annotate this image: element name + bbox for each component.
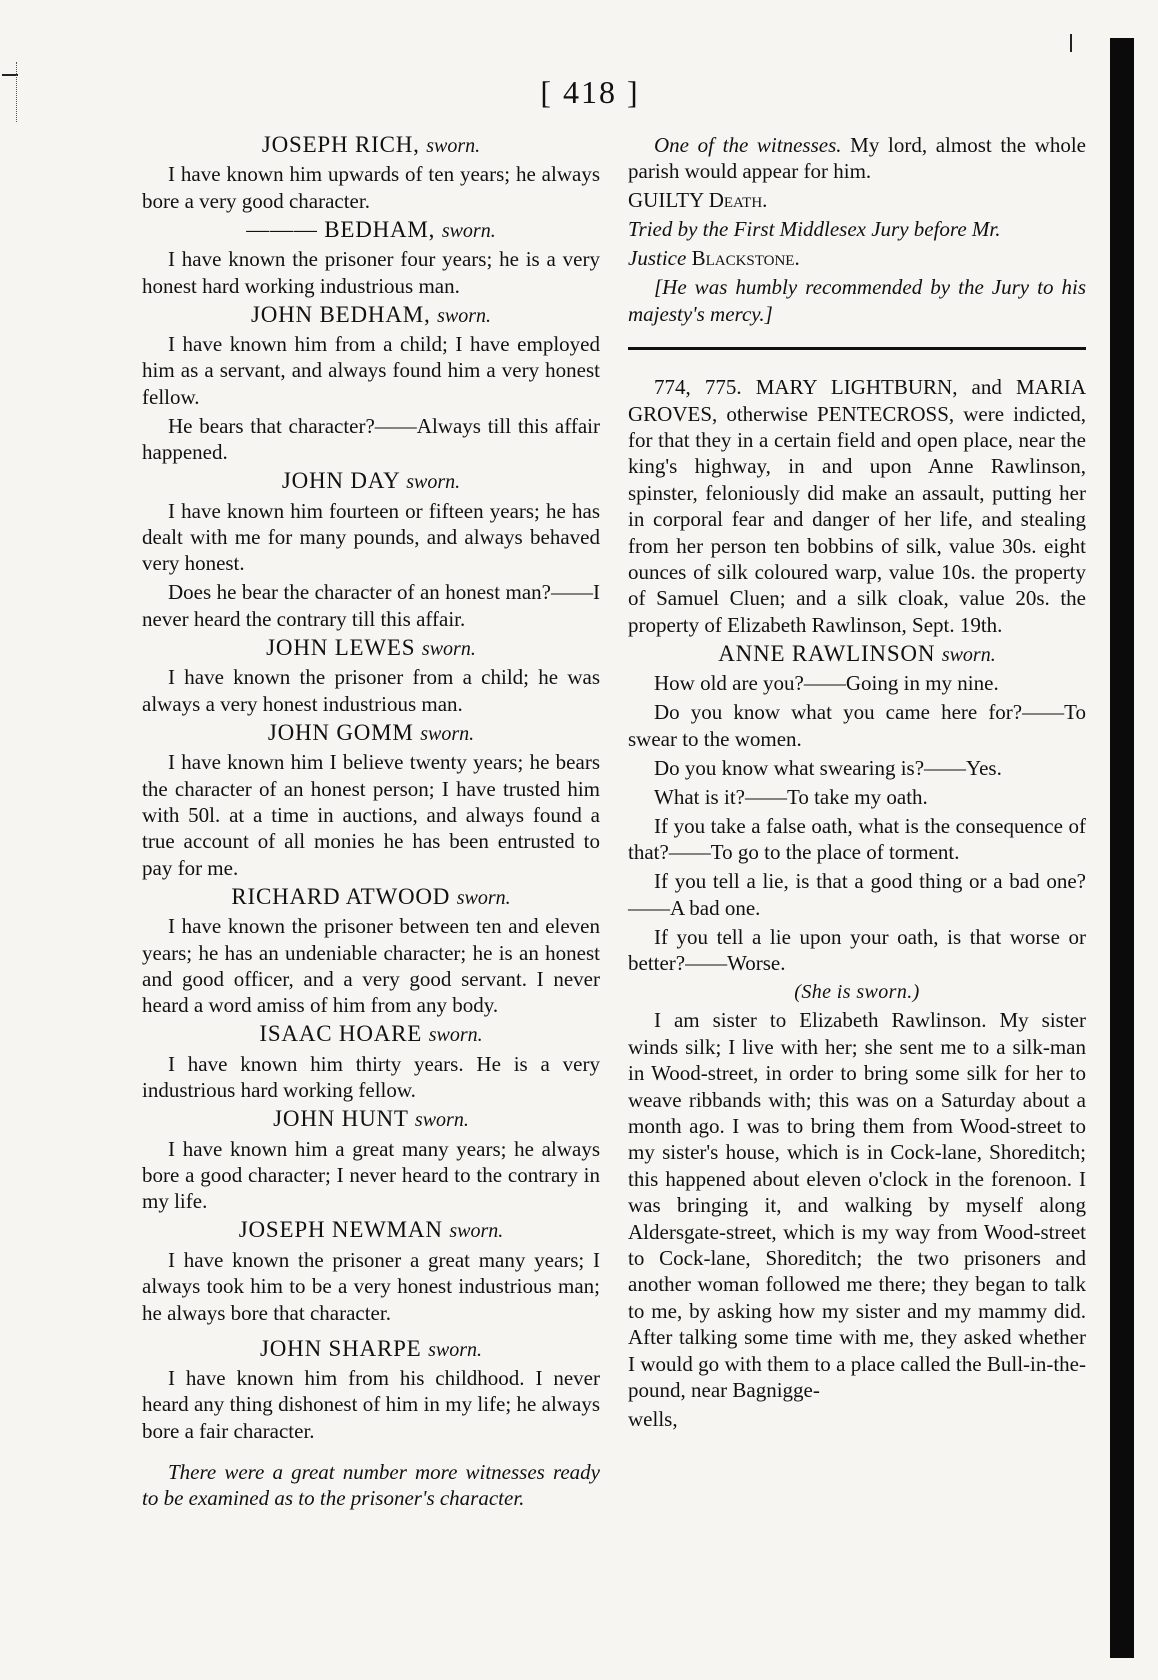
testimony-paragraph: I have known the prisoner four years; he is a very honest hard working industrious man. [142,247,600,298]
question-answer: Does he bear the character of an honest man?——I never heard the contrary till this affair. [142,580,600,631]
tried-by-line: Tried by the First Middlesex Jury before Mr. [628,217,1001,242]
section-divider [628,347,1086,350]
testimony-paragraph: I have known him upwards of ten years; he always bore a very good character. [142,162,600,213]
margin-mark [2,62,18,124]
testimony-paragraph: I have known him from a child; I have employed him as a servant, and always found him a very honest fellow. [142,332,600,409]
testimony-paragraph: I am sister to Elizabeth Rawlinson. My sister winds silk; I live with her; she sent me to a silk-man in Wood-street, in order to bring some silk for her to weave ribbands with; this was on a Saturday about a month ago. I was to bring them from Wood-street to my sister's house, which is in Cock-lane, Shoreditch; this happened about eleven o'clock in the forenoon. I was bringing it, and walking by myself along Aldersgate-street, which is my way from Wood-street to Cock-lane, Shoreditch; the two prisoners and another woman followed me there; they began to talk to me, by asking how my sister and my mammy did. After talking some time with me, they asked whether I would go with them to a place called the Bull-in-the-pound, near Bagnigge- [628,1008,1086,1402]
testimony-paragraph: I have known him I believe twenty years; he bears the character of an honest person; I have trusted him with 50l. at a time in auctions, and always found a true account of all monies he has been entrusted to pay for me. [142,750,600,880]
witness-heading: ANNE RAWLINSON sworn. [718,640,996,666]
witness-heading: JOHN HUNT sworn. [273,1106,469,1132]
testimony-paragraph: I have known him from his childhood. I never heard any thing dishonest of him in my life; he always bore a fair character. [142,1366,600,1443]
question-answer: If you tell a lie, is that a good thing or a bad one?——A bad one. [628,869,1086,920]
witness-heading: JOHN BEDHAM, sworn. [250,301,492,327]
catchword: wells, [628,1407,678,1431]
witness-statement: One of the witnesses. My lord, almost the whole parish would appear for him. [628,133,1086,184]
witness-heading: ISAAC HOARE sworn. [259,1021,483,1047]
verdict: GUILTY Death. [628,188,768,213]
testimony-paragraph: I have known him thirty years. He is a very industrious hard working fellow. [142,1051,600,1103]
testimony-paragraph: I have known him fourteen or fifteen years; he has dealt with me for many pounds, and always behaved very honest. [142,498,600,576]
corner-mark [1070,34,1072,52]
closing-note: There were a great number more witnesses ready to be examined as to the prisoner's character. [142,1459,600,1511]
witness-heading: JOHN SHARPE sworn. [260,1335,482,1361]
witness-heading: JOHN GOMM sworn. [267,719,475,745]
left-column [142,132,600,1514]
right-column [628,132,1086,1435]
witness-heading: JOHN DAY sworn. [281,468,461,494]
witness-heading: JOSEPH NEWMAN sworn. [238,1217,504,1243]
question-answer: Do you know what you came here for?——To swear to the women. [628,700,1086,751]
witness-heading: JOSEPH RICH, sworn. [261,132,481,157]
testimony-paragraph: I have known the prisoner a great many years; I always took him to be a very honest industrious man; he always bore that character. [142,1247,600,1325]
witness-heading: JOHN LEWES sworn. [266,634,476,660]
question-answer: If you take a false oath, what is the consequence of that?——To go to the place of torment. [628,813,1086,865]
tried-by-justice: Justice Blackstone. [628,246,800,271]
testimony-paragraph: I have known him a great many years; he always bore a good character; I never heard to the contrary in my life. [142,1136,600,1214]
question-answer: If you tell a lie upon your oath, is that worse or better?——Worse. [628,924,1086,975]
question-answer: How old are you?——Going in my nine. [654,671,999,696]
page-edge-shadow [1110,38,1134,1658]
witness-heading: RICHARD ATWOOD sworn. [231,883,511,909]
question-answer: What is it?——To take my oath. [654,784,928,809]
page-number: [ 418 ] [540,74,640,110]
indictment-paragraph: 774, 775. MARY LIGHTBURN, and MARIA GROVES, otherwise PENTECROSS, were indicted, for that they in a certain field and open place, near the king's highway, in and upon Anne Rawlinson, spinster, feloniously did make an assault, putting her in corporal fear and danger of her life, and stealing from her person ten bobbins of silk, value 30s. eight ounces of silk coloured warp, value 10s. the property of Samuel Cluen; and a silk cloak, value 20s. the property of Elizabeth Rawlinson, Sept. 19th. [628,375,1086,637]
witness-heading: ——— BEDHAM, sworn. [246,216,496,242]
jury-recommendation: [He was humbly recommended by the Jury to his majesty's mercy.] [628,275,1086,326]
question-answer: Do you know what swearing is?——Yes. [654,755,1002,780]
question-answer: He bears that character?——Always till this affair happened. [142,413,600,465]
testimony-paragraph: I have known the prisoner from a child; he was always a very honest industrious man. [142,665,600,716]
sworn-note: (She is sworn.) [794,980,920,1003]
testimony-paragraph: I have known the prisoner between ten and eleven years; he has an undeniable character; he is an honest and good officer, and a very good servant. I never heard a word amiss of him from any body. [142,914,600,1018]
